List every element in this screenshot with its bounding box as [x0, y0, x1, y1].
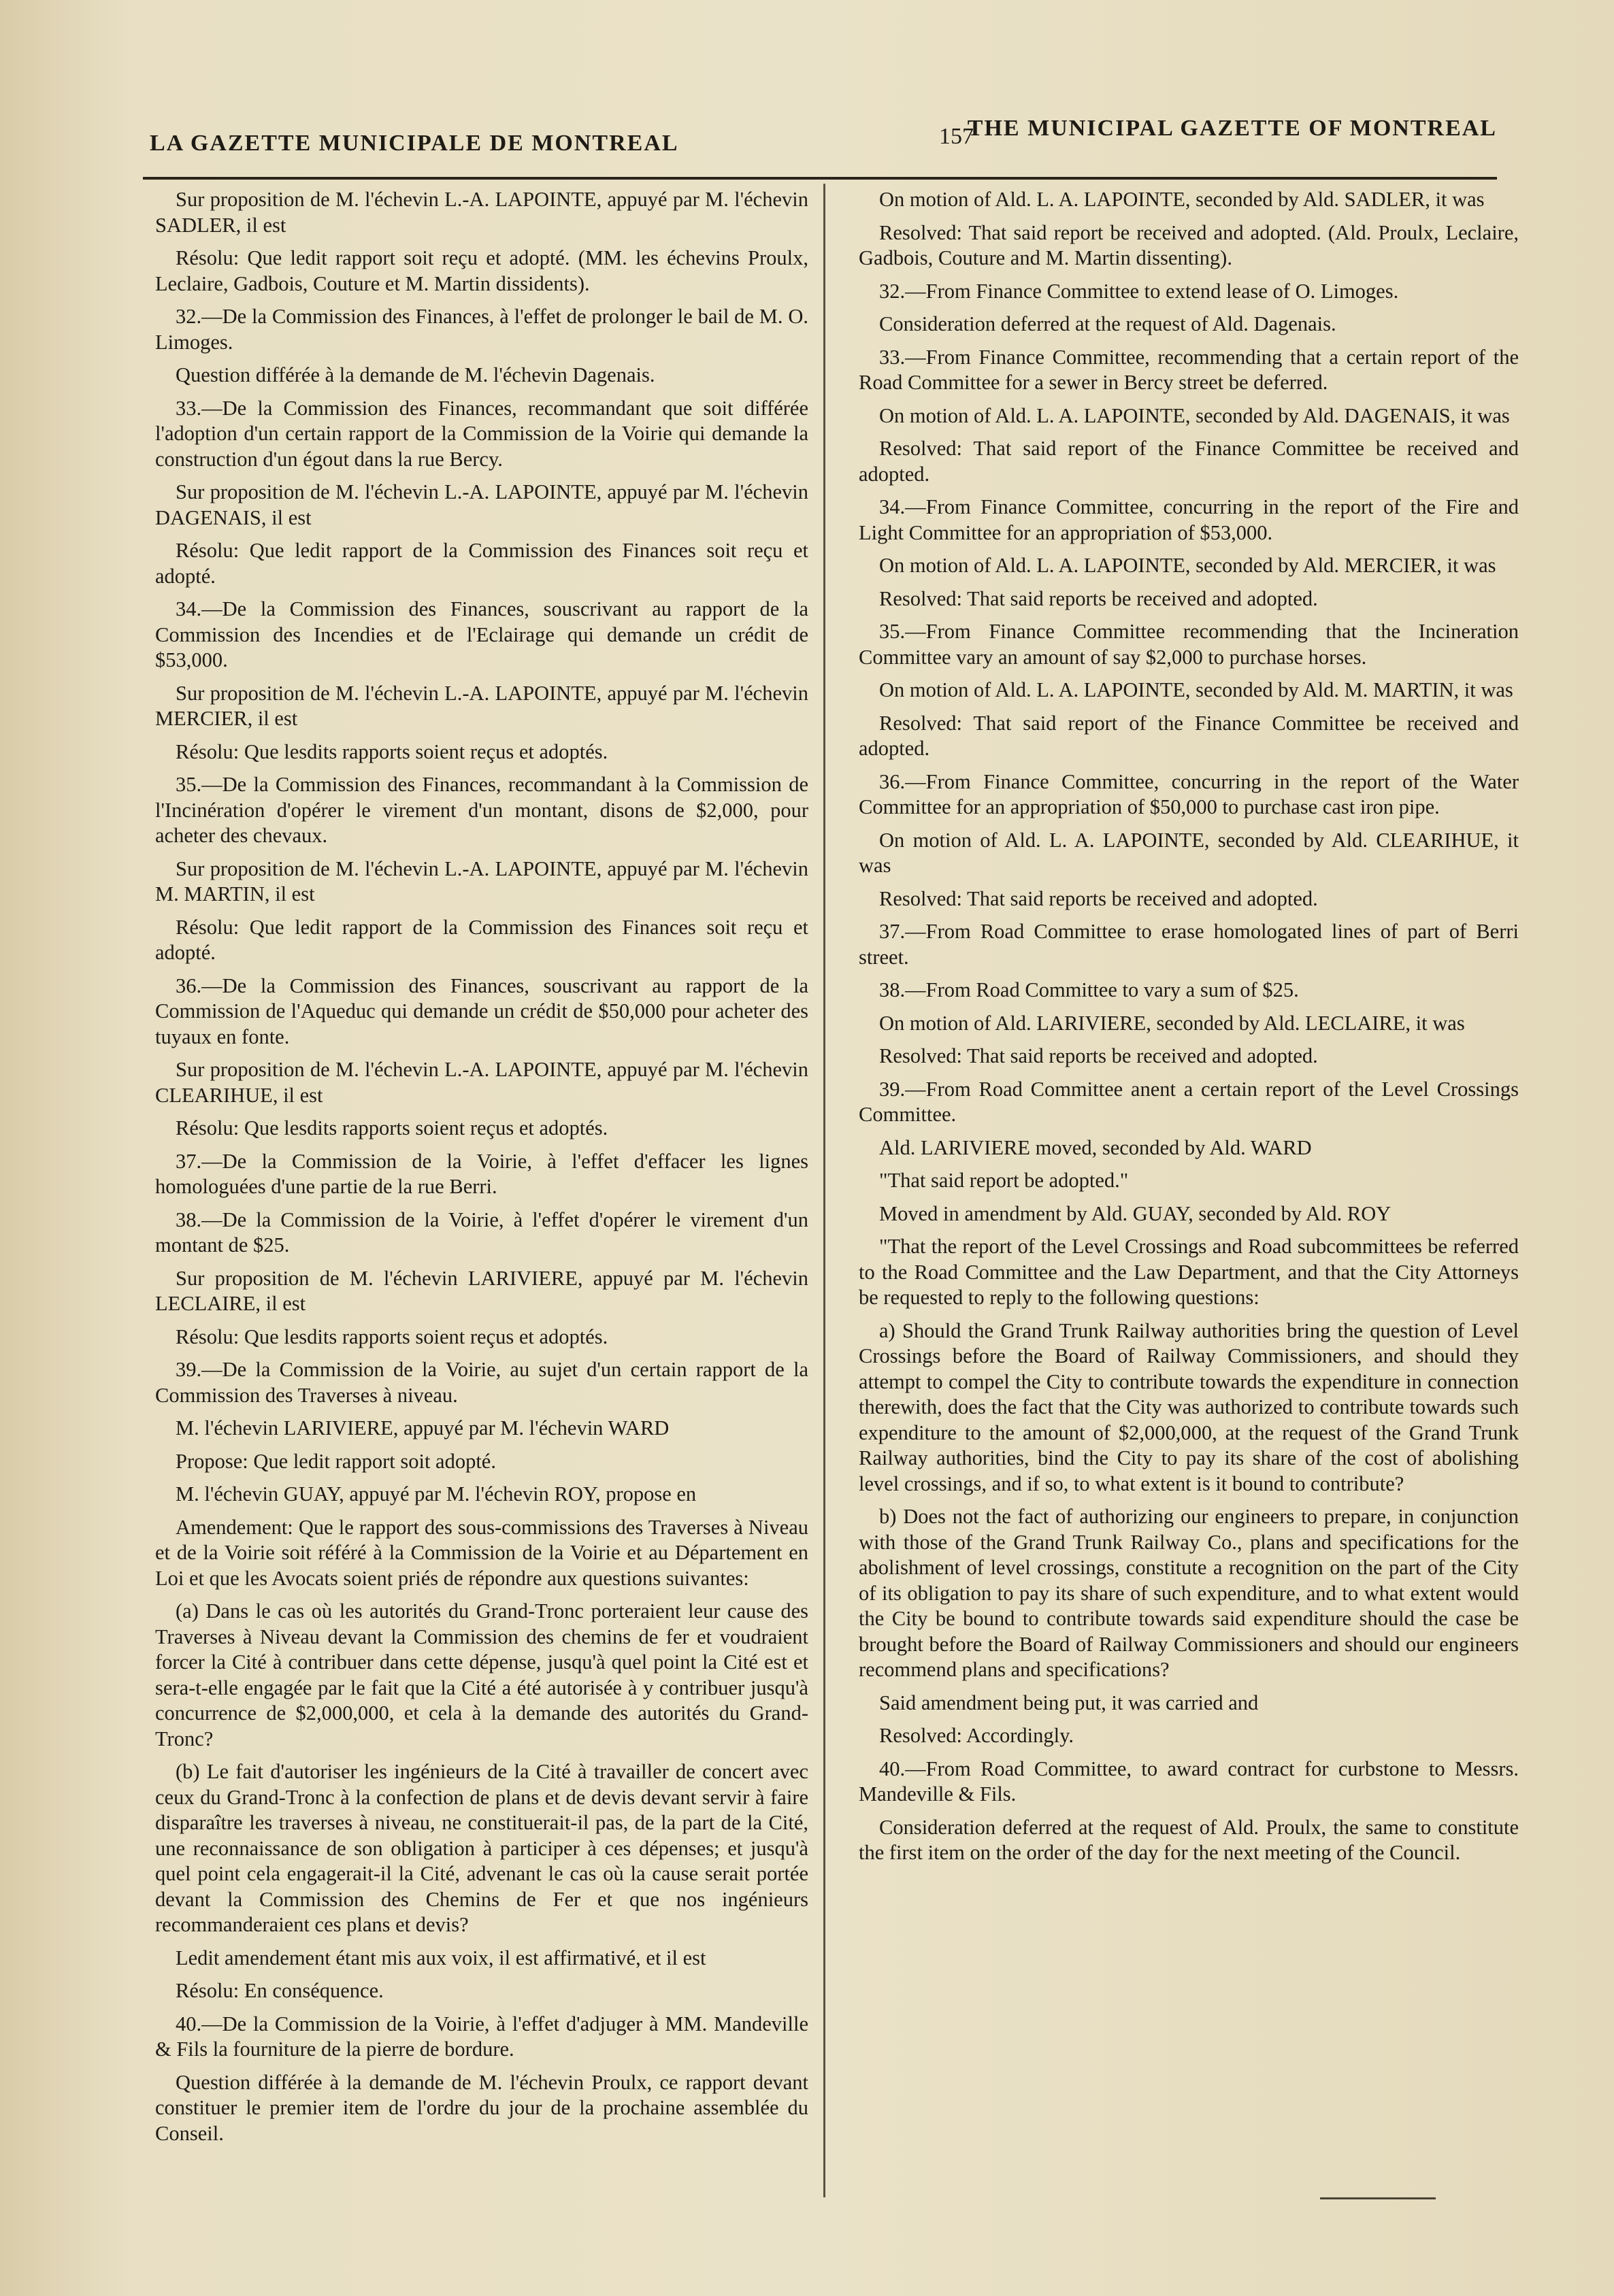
paragraph: (b) Le fait d'autoriser les ingénieurs de la Cité à travailler de concert avec ceux du Grand-Tronc à la confection de plans et de devis devant servir à faire disparaître les traverses à niveau, ne constituerait-il pas, de la part de la Cité, une reconnaissance de son obligation à participer à ces dépenses; et jusqu'à quel point cela engagerait-il la Cité, advenant le cas où la cause serait portée devant la Commission des Chemins de Fer et que nos ingénieurs recommanderaient ces plans et devis?	[155, 1760, 808, 1936]
paragraph: Résolu: Que lesdits rapports soient reçus et adoptés.	[176, 1116, 608, 1139]
paragraph: Résolu: Que lesdits rapports soient reçus et adoptés.	[176, 1325, 608, 1348]
paragraph: Résolu: En conséquence.	[176, 1979, 384, 2002]
paragraph: "That said report be adopted."	[879, 1169, 1129, 1192]
paragraph: Resolved: That said reports be received and adopted.	[879, 586, 1318, 610]
paragraph: M. l'échevin LARIVIERE, appuyé par M. l'échevin WARD	[176, 1416, 670, 1440]
paragraph: 40.—De la Commission de la Voirie, à l'effet d'adjuger à MM. Mandeville & Fils la fourniture de la pierre de bordure.	[155, 2012, 808, 2061]
paragraph: Amendement: Que le rapport des sous-commissions des Traverses à Niveau et de la Voirie soit référé à la Commission de la Voirie et au Département en Loi et que les Avocats soient priés de répondre aux questions suivantes:	[155, 1515, 808, 1590]
paragraph: On motion of Ald. L. A. LAPOINTE, seconded by Ald. SADLER, it was	[879, 188, 1485, 211]
paragraph: On motion of Ald. LARIVIERE, seconded by Ald. LECLAIRE, it was	[879, 1011, 1465, 1035]
english-title: THE MUNICIPAL GAZETTE OF MONTREAL	[967, 116, 1497, 141]
paragraph: Sur proposition de M. l'échevin L.-A. LAPOINTE, appuyé par M. l'échevin SADLER, il est	[155, 188, 808, 237]
paragraph: Resolved: Accordingly.	[879, 1724, 1074, 1747]
paragraph: Question différée à la demande de M. l'échevin Dagenais.	[176, 363, 655, 386]
page-header	[143, 102, 1497, 180]
paragraph: Sur proposition de M. l'échevin L.-A. LAPOINTE, appuyé par M. l'échevin DAGENAIS, il est	[155, 480, 808, 529]
paragraph: 38.—From Road Committee to vary a sum of $25.	[879, 978, 1299, 1001]
paragraph: 32.—De la Commission des Finances, à l'effet de prolonger le bail de M. O. Limoges.	[155, 305, 808, 354]
paragraph: Sur proposition de M. l'échevin L.-A. LAPOINTE, appuyé par M. l'échevin M. MARTIN, il est	[155, 856, 808, 905]
paragraph: "That the report of the Level Crossings and Road subcommittees be referred to the Road Committee and the Law Department, and that the City Attorneys be requested to reply to the following questions:	[859, 1235, 1519, 1309]
paragraph: 40.—From Road Committee, to award contract for curbstone to Messrs. Mandeville & Fils.	[859, 1757, 1519, 1806]
paragraph: Ald. LARIVIERE moved, seconded by Ald. WARD	[879, 1135, 1312, 1159]
paragraph: Consideration deferred at the request of Ald. Proulx, the same to constitute the first item on the order of the day for the next meeting of the Council.	[859, 1815, 1519, 1864]
paragraph: 33.—From Finance Committee, recommending that a certain report of the Road Committee for a sewer in Bercy street be deferred.	[859, 345, 1519, 394]
paragraph: 36.—From Finance Committee, concurring in the report of the Water Committee for an appropriation of $50,000 to purchase cast iron pipe.	[859, 769, 1519, 818]
paragraph: 37.—De la Commission de la Voirie, à l'effet d'effacer les lignes homologuées d'une partie de la rue Berri.	[155, 1149, 808, 1198]
paragraph: Moved in amendment by Ald. GUAY, seconded by Ald. ROY	[879, 1201, 1391, 1225]
paragraph: Consideration deferred at the request of Ald. Dagenais.	[879, 312, 1336, 335]
paragraph: On motion of Ald. L. A. LAPOINTE, seconded by Ald. CLEARIHUE, it was	[859, 828, 1519, 877]
paragraph: Résolu: Que ledit rapport de la Commission des Finances soit reçu et adopté.	[155, 539, 808, 588]
paragraph: Sur proposition de M. l'échevin L.-A. LAPOINTE, appuyé par M. l'échevin CLEARIHUE, il est	[155, 1058, 808, 1107]
french-title: LA GAZETTE MUNICIPALE DE MONTREAL	[150, 131, 679, 156]
paragraph: Resolved: That said reports be received and adopted.	[879, 886, 1318, 910]
french-column	[155, 187, 808, 2154]
paragraph: On motion of Ald. L. A. LAPOINTE, seconded by Ald. M. MARTIN, it was	[879, 678, 1513, 701]
paragraph: Résolu: Que ledit rapport soit reçu et adopté. (MM. les échevins Proulx, Leclaire, Gadbois, Couture et M. Martin dissidents).	[155, 246, 808, 295]
paragraph: Sur proposition de M. l'échevin L.-A. LAPOINTE, appuyé par M. l'échevin MERCIER, il est	[155, 681, 808, 730]
paragraph: Resolved: That said report of the Finance Committee be received and adopted.	[859, 711, 1519, 760]
paragraph: 35.—De la Commission des Finances, recommandant à la Commission de l'Incinération d'opérer le virement d'un montant, disons de $2,000, pour acheter des chevaux.	[155, 773, 808, 847]
column-divider	[823, 184, 825, 2197]
paragraph: (a) Dans le cas où les autorités du Grand-Tronc porteraient leur cause des Traverses à Niveau devant la Commission des chemins de fer et voudraient forcer la Cité à contribuer dans cette dépense, jusqu'à quel point la Cité est et sera-t-elle engagée par le fait que la Cité a été autorisée à y contribuer jusqu'à concurrence de $2,000,000, et cela à la demande des autorités du Grand-Tronc?	[155, 1599, 808, 1750]
paragraph: 38.—De la Commission de la Voirie, à l'effet d'opérer le virement d'un montant de $25.	[155, 1208, 808, 1257]
paragraph: 33.—De la Commission des Finances, recommandant que soit différée l'adoption d'un certain rapport de la Commission de la Voirie qui demande la construction d'un égout dans la rue Bercy.	[155, 396, 808, 471]
paragraph: Sur proposition de M. l'échevin LARIVIERE, appuyé par M. l'échevin LECLAIRE, il est	[155, 1266, 808, 1315]
paragraph: 39.—From Road Committee anent a certain report of the Level Crossings Committee.	[859, 1077, 1519, 1126]
paragraph: a) Should the Grand Trunk Railway authorities bring the question of Level Crossings before the Board of Railway Commissioners, and should they attempt to compel the City to contribute towards the expenditure in connection therewith, does the fact that the City was authorized to contribute towards such expenditure to the amount of $2,000,000, at the request of the Grand Trunk Railway authorities, bind the City to pay its share of the cost of abolishing level crossings, and if so, to what extent is it bound to contribute?	[859, 1318, 1519, 1495]
paragraph: On motion of Ald. L. A. LAPOINTE, seconded by Ald. DAGENAIS, it was	[879, 403, 1510, 427]
page-number: 157	[939, 124, 974, 149]
paragraph: M. l'échevin GUAY, appuyé par M. l'échevin ROY, propose en	[176, 1482, 697, 1505]
paragraph: 34.—De la Commission des Finances, souscrivant au rapport de la Commission des Incendies et de l'Eclairage qui demande un crédit de $53,000.	[155, 597, 808, 671]
paragraph: Resolved: That said reports be received and adopted.	[879, 1044, 1318, 1067]
paragraph: Resolved: That said report of the Finance Committee be received and adopted.	[859, 437, 1519, 486]
paragraph: 32.—From Finance Committee to extend lease of O. Limoges.	[879, 279, 1399, 303]
paragraph: b) Does not the fact of authorizing our engineers to prepare, in conjunction with those of the Grand Trunk Railway Co., plans and specifications for the abolishment of level crossings, constitute a recognition on the part of the City of its obligation to pay its share of such expenditure, and to what extent would the City be bound to contribute towards said expenditure should the case be brought before the Board of Railway Commissioners and should our engineers recommend plans and specifications?	[859, 1505, 1519, 1681]
paragraph: 34.—From Finance Committee, concurring in the report of the Fire and Light Committee for an appropriation of $53,000.	[859, 495, 1519, 544]
paragraph: 36.—De la Commission des Finances, souscrivant au rapport de la Commission de l'Aqueduc qui demande un crédit de $50,000 pour acheter des tuyaux en fonte.	[155, 974, 808, 1048]
paragraph: On motion of Ald. L. A. LAPOINTE, seconded by Ald. MERCIER, it was	[879, 554, 1496, 577]
paragraph: 39.—De la Commission de la Voirie, au sujet d'un certain rapport de la Commission des Traverses à niveau.	[155, 1358, 808, 1407]
paragraph: Résolu: Que lesdits rapports soient reçus et adoptés.	[176, 739, 608, 763]
paragraph: Ledit amendement étant mis aux voix, il est affirmativé, et il est	[176, 1946, 706, 1969]
paragraph: 35.—From Finance Committee recommending that the Incineration Committee vary an amount of say $2,000 to purchase horses.	[859, 620, 1519, 669]
paragraph: 37.—From Road Committee to erase homologated lines of part of Berri street.	[859, 920, 1519, 969]
paragraph: Said amendment being put, it was carried and	[879, 1691, 1259, 1714]
paragraph: Question différée à la demande de M. l'échevin Proulx, ce rapport devant constituer le premier item de l'ordre du jour de la prochaine assemblée du Conseil.	[155, 2070, 808, 2145]
paragraph: Resolved: That said report be received and adopted. (Ald. Proulx, Leclaire, Gadbois, Couture and M. Martin dissenting).	[859, 220, 1519, 269]
paragraph: Résolu: Que ledit rapport de la Commission des Finances soit reçu et adopté.	[155, 915, 808, 964]
english-column	[859, 187, 1519, 1874]
end-rule	[1320, 2197, 1436, 2199]
paragraph: Propose: Que ledit rapport soit adopté.	[176, 1449, 496, 1473]
